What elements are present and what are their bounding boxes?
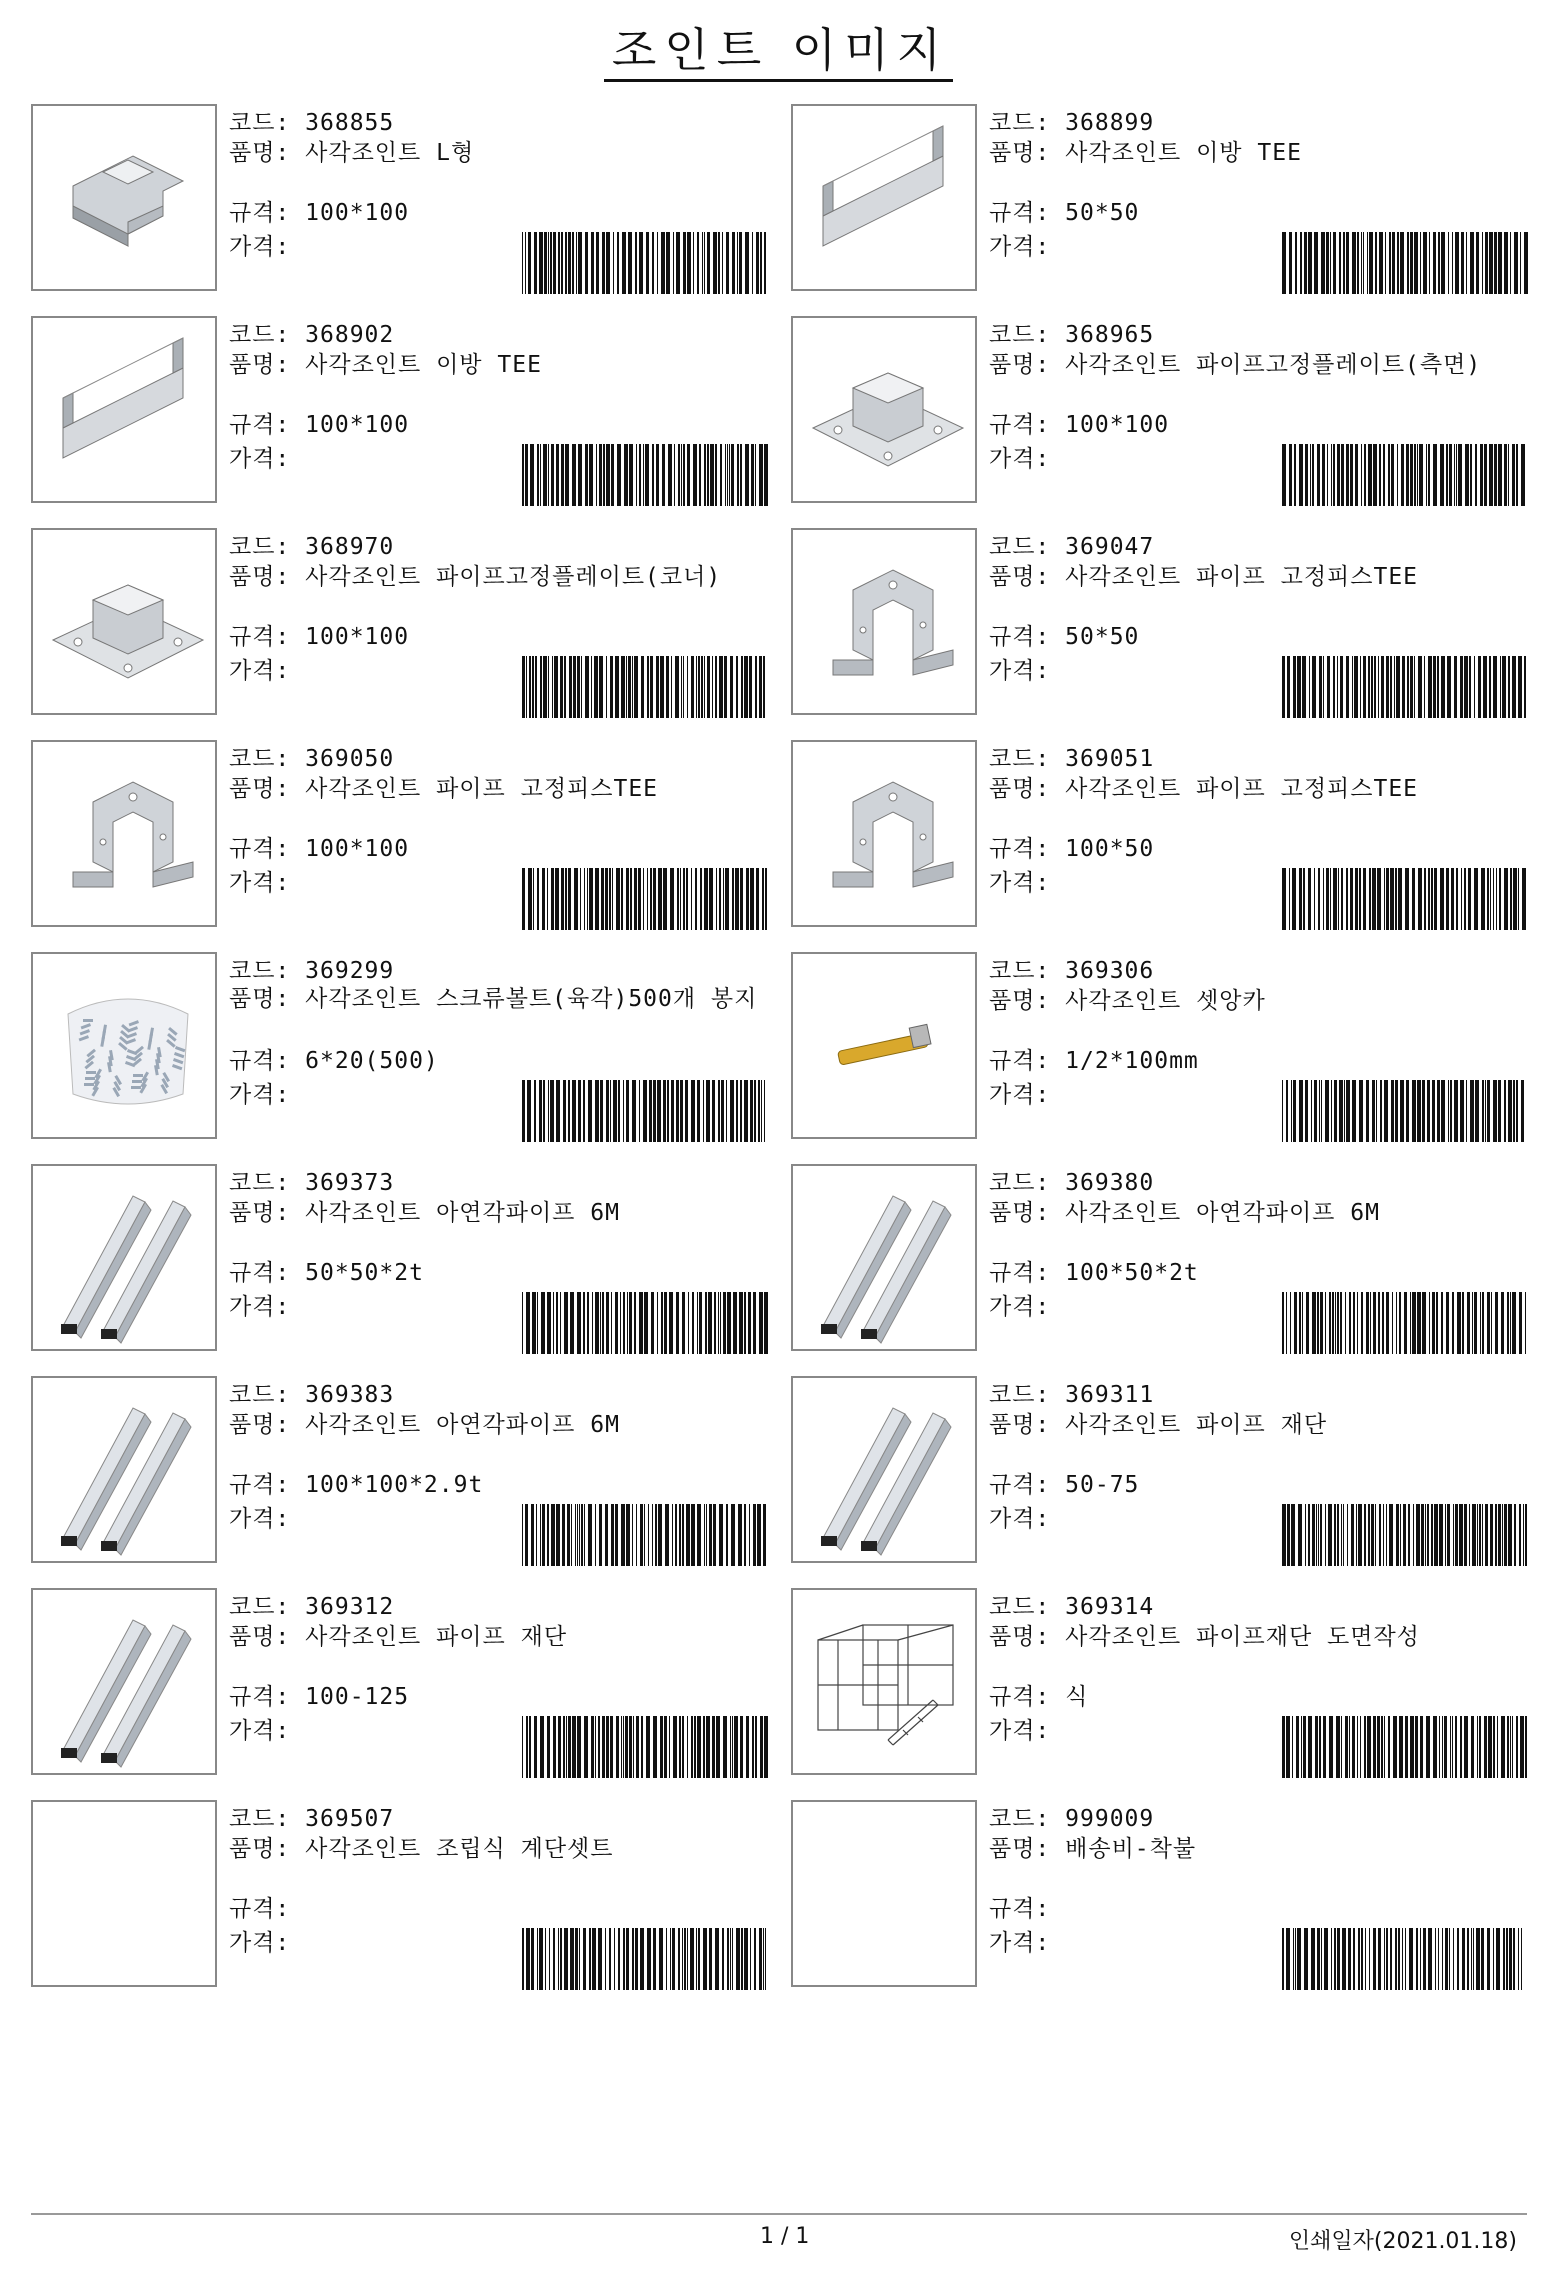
barcode <box>1282 1292 1528 1354</box>
product-price: 가격: <box>989 658 1051 684</box>
product-name: 품명: 사각조인트 파이프고정플레이트(코너) <box>229 564 722 590</box>
product-price: 가격: <box>989 446 1051 472</box>
product-card <box>31 1588 767 1780</box>
product-spec: 규격: 50-75 <box>989 1472 1140 1498</box>
barcode <box>522 444 768 506</box>
product-spec: 규격: <box>989 1896 1051 1922</box>
product-code: 코드: 369312 <box>229 1594 395 1620</box>
barcode <box>522 1716 768 1778</box>
product-card <box>791 528 1527 720</box>
product-name: 품명: 사각조인트 파이프 고정피스TEE <box>229 776 659 802</box>
product-price: 가격: <box>229 446 291 472</box>
product-image <box>31 1800 217 1987</box>
product-price: 가격: <box>989 1718 1051 1744</box>
product-image <box>791 528 977 715</box>
product-code: 코드: 369383 <box>229 1382 395 1408</box>
product-image <box>791 1164 977 1351</box>
product-name: 품명: 사각조인트 파이프재단 도면작성 <box>989 1624 1420 1650</box>
product-price: 가격: <box>989 870 1051 896</box>
barcode <box>1282 1080 1528 1142</box>
product-code: 코드: 369373 <box>229 1170 395 1196</box>
product-spec: 규격: 100-125 <box>229 1684 410 1710</box>
barcode <box>1282 444 1528 506</box>
product-spec: 규격: 100*100 <box>229 836 410 862</box>
product-price: 가격: <box>229 1294 291 1320</box>
product-image <box>791 1800 977 1987</box>
product-code: 코드: 369050 <box>229 746 395 772</box>
product-spec: 규격: 50*50 <box>989 624 1140 650</box>
barcode <box>522 232 768 294</box>
product-price: 가격: <box>229 1930 291 1956</box>
barcode <box>1282 1928 1528 1990</box>
product-spec: 규격: 100*50*2t <box>989 1260 1199 1286</box>
product-card <box>791 1164 1527 1356</box>
product-price: 가격: <box>229 1082 291 1108</box>
barcode <box>522 1928 768 1990</box>
barcode <box>522 1504 768 1566</box>
product-image <box>31 952 217 1139</box>
product-code: 코드: 369311 <box>989 1382 1155 1408</box>
page-number: 1 / 1 <box>760 2224 810 2249</box>
product-name: 품명: 사각조인트 아연각파이프 6M <box>229 1200 620 1226</box>
product-name: 품명: 사각조인트 파이프 재단 <box>229 1624 568 1650</box>
product-price: 가격: <box>989 1082 1051 1108</box>
product-image <box>31 1376 217 1563</box>
product-code: 코드: 368965 <box>989 322 1155 348</box>
footer-divider <box>31 2213 1527 2215</box>
product-card <box>791 104 1527 296</box>
product-price: 가격: <box>229 234 291 260</box>
product-price: 가격: <box>989 1930 1051 1956</box>
product-code: 코드: 368902 <box>229 322 395 348</box>
product-spec: 규격: <box>229 1896 291 1922</box>
product-name: 품명: 사각조인트 셋앙카 <box>989 988 1266 1014</box>
product-code: 코드: 999009 <box>989 1806 1155 1832</box>
product-card <box>31 1164 767 1356</box>
product-spec: 규격: 100*100 <box>229 200 410 226</box>
barcode <box>522 868 768 930</box>
print-date: 인쇄일자(2021.01.18) <box>1288 2229 1517 2254</box>
product-spec: 규격: 100*100 <box>229 412 410 438</box>
product-spec: 규격: 50*50*2t <box>229 1260 424 1286</box>
product-image <box>31 528 217 715</box>
product-name: 품명: 사각조인트 파이프고정플레이트(측면) <box>989 352 1482 378</box>
product-spec: 규격: 100*100 <box>989 412 1170 438</box>
product-card <box>791 740 1527 932</box>
product-image <box>31 104 217 291</box>
product-image <box>791 1376 977 1563</box>
product-price: 가격: <box>989 1506 1051 1532</box>
product-name: 품명: 배송비-착불 <box>989 1836 1197 1862</box>
barcode <box>1282 232 1528 294</box>
product-card <box>31 528 767 720</box>
page-title: 조인트 이미지 <box>0 14 1557 80</box>
product-code: 코드: 369051 <box>989 746 1155 772</box>
product-name: 품명: 사각조인트 이방 TEE <box>989 140 1302 166</box>
product-card <box>791 952 1527 1144</box>
product-code: 코드: 369047 <box>989 534 1155 560</box>
product-price: 가격: <box>229 658 291 684</box>
product-name: 품명: 사각조인트 조립식 계단셋트 <box>229 1836 614 1862</box>
barcode <box>522 1292 768 1354</box>
product-spec: 규격: 100*100*2.9t <box>229 1472 484 1498</box>
product-code: 코드: 369380 <box>989 1170 1155 1196</box>
product-price: 가격: <box>989 234 1051 260</box>
barcode <box>1282 1716 1528 1778</box>
product-card <box>31 1376 767 1568</box>
product-card <box>791 316 1527 508</box>
product-spec: 규격: 식 <box>989 1684 1089 1710</box>
product-spec: 규격: 50*50 <box>989 200 1140 226</box>
product-code: 코드: 369314 <box>989 1594 1155 1620</box>
product-spec: 규격: 1/2*100mm <box>989 1048 1199 1074</box>
barcode <box>1282 656 1528 718</box>
product-name: 품명: 사각조인트 아연각파이프 6M <box>229 1412 620 1438</box>
barcode <box>1282 868 1528 930</box>
product-image <box>791 952 977 1139</box>
product-code: 코드: 369299 <box>229 958 395 984</box>
product-card <box>791 1376 1527 1568</box>
barcode <box>522 656 768 718</box>
product-card <box>31 1800 767 1992</box>
product-name: 품명: 사각조인트 이방 TEE <box>229 352 542 378</box>
product-name: 품명: 사각조인트 아연각파이프 6M <box>989 1200 1380 1226</box>
product-image <box>31 740 217 927</box>
product-name: 품명: 사각조인트 스크류볼트(육각)500개 봉지 <box>229 986 758 1012</box>
product-image <box>791 740 977 927</box>
product-spec: 규격: 100*100 <box>229 624 410 650</box>
product-code: 코드: 369507 <box>229 1806 395 1832</box>
product-image <box>791 316 977 503</box>
product-name: 품명: 사각조인트 L형 <box>229 140 475 166</box>
product-name: 품명: 사각조인트 파이프 고정피스TEE <box>989 776 1419 802</box>
product-card <box>31 740 767 932</box>
product-spec: 규격: 100*50 <box>989 836 1155 862</box>
barcode <box>522 1080 768 1142</box>
product-name: 품명: 사각조인트 파이프 고정피스TEE <box>989 564 1419 590</box>
product-card <box>31 952 767 1144</box>
product-image <box>791 104 977 291</box>
product-price: 가격: <box>989 1294 1051 1320</box>
product-card <box>791 1588 1527 1780</box>
product-code: 코드: 368899 <box>989 110 1155 136</box>
product-image <box>31 1164 217 1351</box>
product-code: 코드: 369306 <box>989 958 1155 984</box>
product-spec: 규격: 6*20(500) <box>229 1048 439 1074</box>
barcode <box>1282 1504 1528 1566</box>
product-price: 가격: <box>229 1506 291 1532</box>
product-image <box>31 1588 217 1775</box>
product-card <box>31 104 767 296</box>
product-card <box>791 1800 1527 1992</box>
product-code: 코드: 368855 <box>229 110 395 136</box>
product-price: 가격: <box>229 870 291 896</box>
product-card <box>31 316 767 508</box>
product-price: 가격: <box>229 1718 291 1744</box>
product-image <box>791 1588 977 1775</box>
product-code: 코드: 368970 <box>229 534 395 560</box>
product-image <box>31 316 217 503</box>
product-name: 품명: 사각조인트 파이프 재단 <box>989 1412 1328 1438</box>
